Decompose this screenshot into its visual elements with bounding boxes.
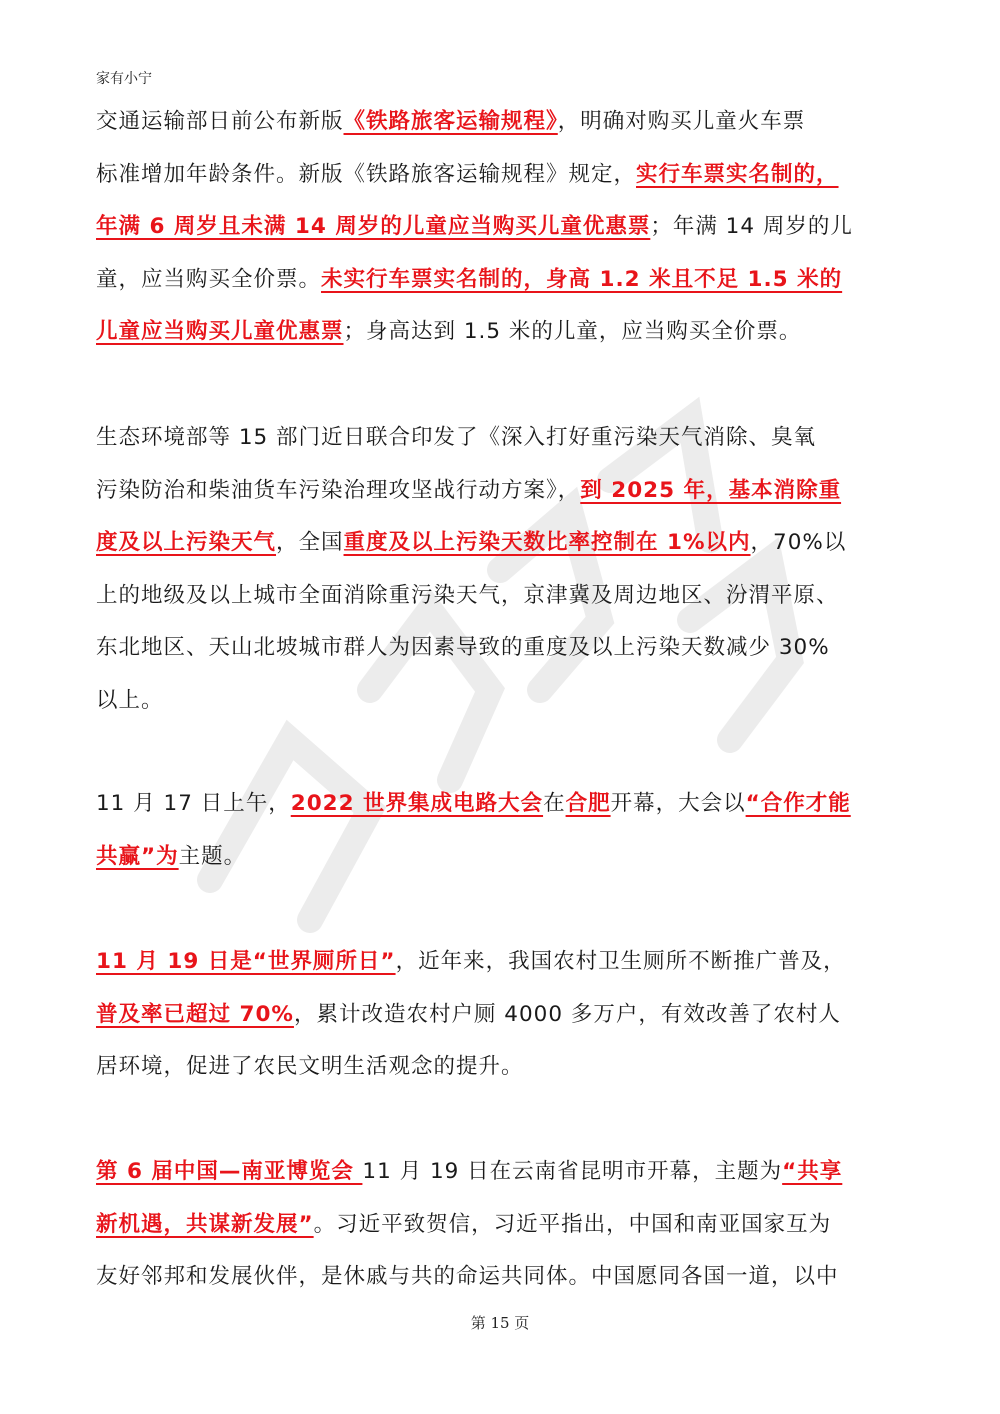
highlighted-text: 儿童应当购买儿童优惠票 xyxy=(96,319,344,344)
body-text: 污染防治和柴油货车污染治理攻坚战行动方案》， xyxy=(96,477,581,503)
text-line xyxy=(96,201,906,254)
text-line xyxy=(96,412,906,465)
text-line xyxy=(96,989,906,1042)
body-text: 在 xyxy=(543,791,566,816)
text-line xyxy=(96,1041,906,1094)
highlighted-text: 2022 世界集成电路大会 xyxy=(290,791,544,816)
highlighted-text: 重度及以上污染天数比率控制在 1%以内 xyxy=(343,530,751,555)
text-line xyxy=(96,831,906,884)
paragraph-world-toilet-day xyxy=(96,936,906,1094)
highlighted-text: 共赢”为 xyxy=(96,843,179,869)
body-text: ；年满 14 周岁的儿 xyxy=(650,214,853,239)
body-text: 开幕，大会以 xyxy=(610,791,746,816)
text-line xyxy=(96,675,906,728)
body-text: ；身高达到 1.5 米的儿童，应当购买全价票。 xyxy=(343,319,802,344)
text-line xyxy=(96,254,906,307)
text-line xyxy=(96,570,906,623)
highlighted-text: 《铁路旅客运输规程》 xyxy=(343,109,558,134)
body-text: 交通运输部日前公布新版 xyxy=(96,109,344,134)
text-line xyxy=(96,1146,906,1199)
text-line xyxy=(96,1251,906,1304)
body-text: ，全国 xyxy=(276,530,344,555)
paragraph-south-asia-expo xyxy=(96,1146,906,1304)
body-text: 居环境，促进了农民文明生活观念的提升。 xyxy=(96,1054,524,1079)
body-text: ，近年来，我国农村卫生厕所不断推广普及， xyxy=(395,949,846,974)
body-text: 东北地区、天山北坡城市群人为因素导致的重度及以上污染天数减少 30% xyxy=(96,635,830,660)
text-line xyxy=(96,149,906,202)
body-text: 以上。 xyxy=(96,687,164,713)
text-line xyxy=(96,936,906,989)
highlighted-text: 新机遇，共谋新发展” xyxy=(96,1211,314,1237)
paragraph-ic-conference xyxy=(96,778,906,883)
body-text: 主题。 xyxy=(178,843,247,869)
highlighted-text: 第 6 届中国—南亚博览会 xyxy=(96,1159,363,1184)
highlighted-text: “共享 xyxy=(782,1159,843,1184)
highlighted-text: 合肥 xyxy=(565,791,611,816)
text-line xyxy=(96,622,906,675)
highlighted-text: 年满 6 周岁且未满 14 周岁的儿童应当购买儿童优惠票 xyxy=(96,214,651,239)
body-text: 11 月 17 日上午， xyxy=(96,791,291,816)
text-line xyxy=(96,517,906,570)
text-line xyxy=(96,778,906,831)
text-line xyxy=(96,96,906,149)
text-line xyxy=(96,465,906,518)
body-text: 生态环境部等 15 部门近日联合印发了《深入打好重污染天气消除、臭氧 xyxy=(96,425,817,450)
highlighted-text: “合作才能 xyxy=(745,791,851,816)
body-text: ，明确对购买儿童火车票 xyxy=(557,109,806,134)
text-line xyxy=(96,306,906,359)
header-label: 家有小宁 xyxy=(96,71,152,87)
body-text: ，累计改造农村户厕 4000 多万户，有效改善了农村人 xyxy=(293,1001,841,1027)
page-number: 第 15 页 xyxy=(470,1314,530,1332)
body-text: 童，应当购买全价票。 xyxy=(96,266,322,292)
body-text: 友好邻邦和发展伙伴，是休戚与共的命运共同体。中国愿同各国一道，以中 xyxy=(96,1264,839,1289)
body-text: 。习近平致贺信，习近平指出，中国和南亚国家互为 xyxy=(313,1211,832,1237)
body-text: ，70%以 xyxy=(750,530,847,555)
highlighted-text: 度及以上污染天气 xyxy=(96,530,277,555)
text-line xyxy=(96,1199,906,1252)
highlighted-text: 未实行车票实名制的，身高 1.2 米且不足 1.5 米的 xyxy=(321,266,843,292)
highlighted-text: 到 2025 年，基本消除重 xyxy=(580,477,842,503)
highlighted-text: 11 月 19 日是“世界厕所日” xyxy=(96,949,396,974)
paragraph-railway-tickets xyxy=(96,96,906,359)
highlighted-text: 普及率已超过 70% xyxy=(96,1001,294,1027)
body-text: 上的地级及以上城市全面消除重污染天气，京津冀及周边地区、汾渭平原、 xyxy=(96,582,839,608)
paragraph-pollution-plan xyxy=(96,412,906,727)
body-text: 11 月 19 日在云南省昆明市开幕，主题为 xyxy=(362,1159,783,1184)
highlighted-text: 实行车票实名制的， xyxy=(636,161,839,187)
body-text: 标准增加年龄条件。新版《铁路旅客运输规程》规定， xyxy=(96,161,637,187)
